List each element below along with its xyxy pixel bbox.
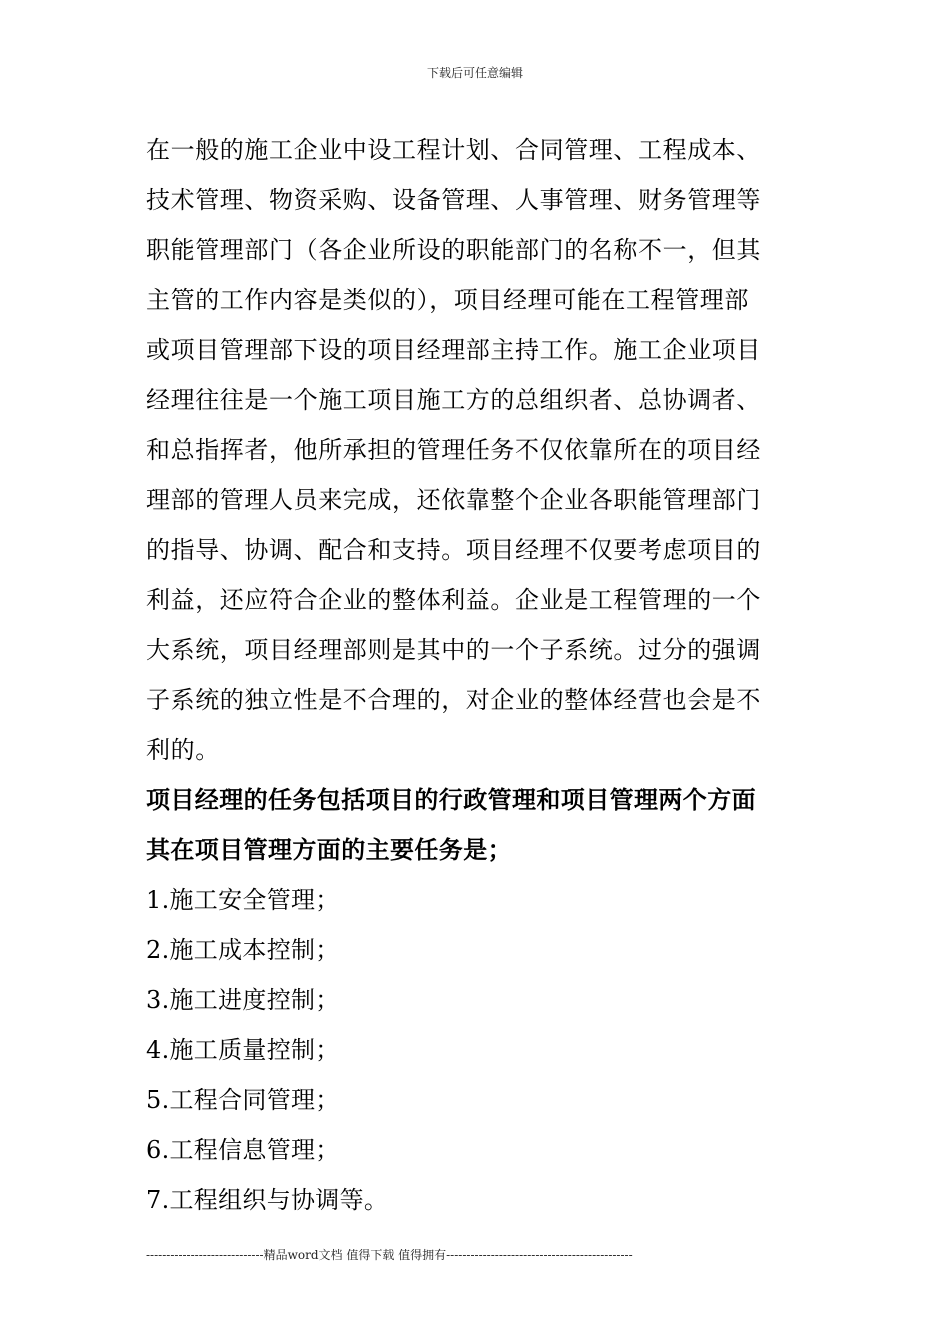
page-footer: -----------------------------精品word文档 值得下载 值得拥有---------------------------------------------- [146,1248,633,1262]
paragraph-line: 利的。 [146,736,220,764]
task-list [146,878,826,1228]
paragraph-line: 技术管理、物资采购、设备管理、人事管理、财务管理等 [146,186,761,214]
paragraph-line: 在一般的施工企业中设工程计划、合同管理、工程成本、 [146,136,761,164]
bold-line: 项目经理的任务包括项目的行政管理和项目管理两个方面 [146,785,756,814]
task-list-item: 7.工程组织与协调等。 [146,1186,389,1214]
task-list-item: 2.施工成本控制； [146,936,340,964]
paragraph-line: 利益，还应符合企业的整体利益。企业是工程管理的一个 [146,586,761,614]
task-list-item: 3.施工进度控制； [146,986,340,1014]
body-paragraph [146,128,826,778]
paragraph-line: 大系统，项目经理部则是其中的一个子系统。过分的强调 [146,636,761,664]
paragraph-line: 理部的管理人员来完成，还依靠整个企业各职能管理部门 [146,486,761,514]
task-list-item: 1.施工安全管理； [146,886,340,914]
page-header: 下载后可任意编辑 [426,66,523,80]
paragraph-line: 子系统的独立性是不合理的，对企业的整体经营也会是不 [146,686,761,714]
paragraph-line: 主管的工作内容是类似的），项目经理可能在工程管理部 [146,286,749,314]
task-list-item: 5.工程合同管理； [146,1086,340,1114]
paragraph-line: 职能管理部门（各企业所设的职能部门的名称不一，但其 [146,236,761,264]
task-list-item: 4.施工质量控制； [146,1036,340,1064]
bold-line: 其在项目管理方面的主要任务是； [146,835,512,864]
paragraph-line: 的指导、协调、配合和支持。项目经理不仅要考虑项目的 [146,536,761,564]
paragraph-line: 和总指挥者，他所承担的管理任务不仅依靠所在的项目经 [146,436,761,464]
paragraph-line: 经理往往是一个施工项目施工方的总组织者、总协调者、 [146,386,761,414]
bold-statement [146,778,826,878]
document-body [146,128,826,1228]
task-list-item: 6.工程信息管理； [146,1136,340,1164]
paragraph-line: 或项目管理部下设的项目经理部主持工作。施工企业项目 [146,336,761,364]
